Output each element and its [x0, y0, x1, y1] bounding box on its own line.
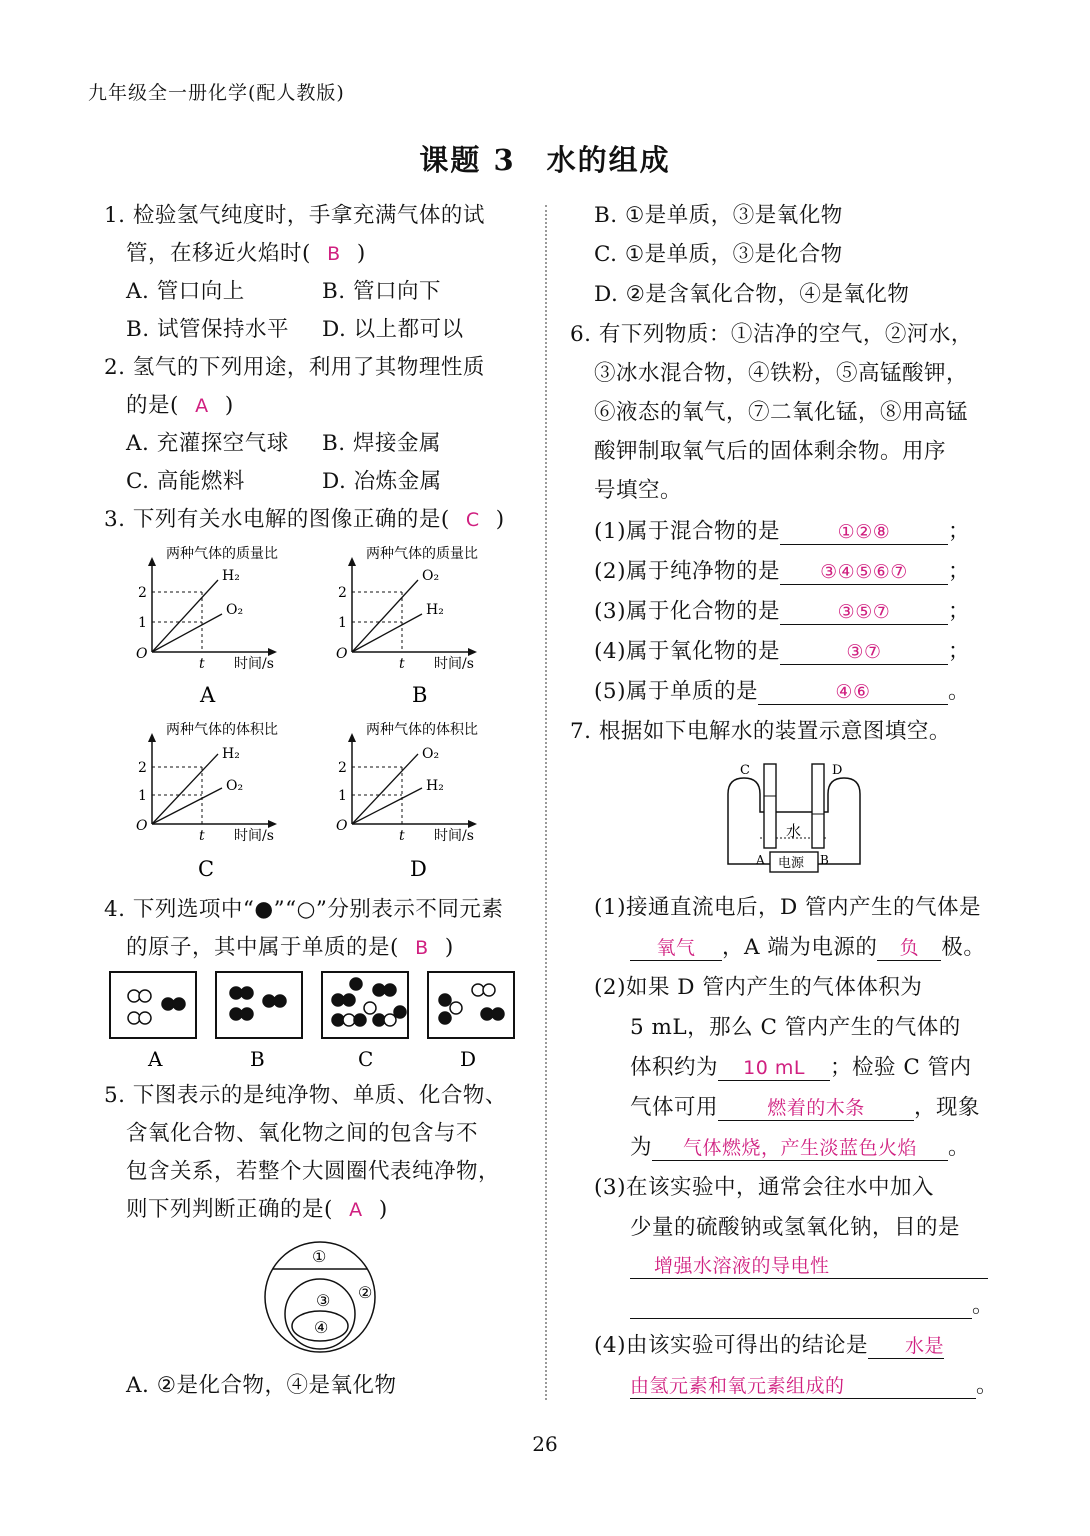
upper-line [152, 580, 218, 652]
q5-option-b: B. ①是单质，③是氧化物 [594, 203, 843, 228]
black-atom [230, 1008, 242, 1020]
q7-p2-line3: 体积约为 10 mL ；检验 C 管内 [630, 1055, 972, 1080]
origin: O [336, 818, 348, 834]
q3-chart-a [134, 540, 334, 715]
q2-option-b: B. 焊接金属 [322, 431, 441, 456]
origin: O [336, 646, 348, 662]
q5-answer: A [349, 1199, 363, 1221]
page-number: 26 [532, 1432, 558, 1456]
black-atom [439, 1012, 451, 1024]
white-atom [472, 984, 484, 996]
q5-option-a: A. ②是化合物，④是氧化物 [126, 1373, 397, 1398]
q5-option-c: C. ①是单质，③是化合物 [594, 242, 843, 267]
lower-label: O₂ [226, 778, 244, 794]
label-a: A [148, 1047, 163, 1071]
q7-answer-phenomenon: 气体燃烧，产生淡蓝色火焰 [652, 1136, 948, 1161]
lower-line [152, 614, 222, 652]
q6-sub2: (2)属于纯净物的是 ③④⑤⑥⑦ ； [594, 559, 970, 584]
container [728, 778, 860, 864]
black-atom [162, 998, 174, 1010]
t-tick: t [399, 656, 405, 672]
q4-line1: 4. 下列选项中“●”“○”分别表示不同元素 [104, 897, 504, 922]
tick-1: 1 [338, 788, 347, 804]
q1-line2: 管，在移近火焰时( B ) [126, 241, 366, 266]
upper-label: H₂ [222, 746, 240, 762]
label-b: B [250, 1047, 265, 1071]
q7-p2-line4: 气体可用 燃着的木条 ，现象 [630, 1095, 981, 1120]
upper-label: H₂ [222, 568, 240, 584]
black-atom [394, 1006, 406, 1018]
q7-p3-line2: 少量的硫酸钠或氢氧化钠，目的是 [630, 1215, 961, 1240]
q7-p3-line1: (3)在该实验中，通常会往水中加入 [594, 1175, 934, 1200]
q3-answer: C [465, 509, 480, 531]
lower-line [352, 614, 422, 652]
page-header: 九年级全一册化学(配人教版) [88, 82, 345, 104]
q6-line1: 6. 有下列物质：①洁净的空气，②河水， [570, 322, 973, 347]
chart-letter: B [412, 683, 428, 707]
black-atom [384, 984, 396, 996]
q5-line1: 5. 下图表示的是纯净物、单质、化合物、 [104, 1083, 507, 1108]
white-atom [364, 1002, 376, 1014]
label-4: ④ [314, 1318, 329, 1337]
q7-p2-line1: (2)如果 D 管内产生的气体体积为 [594, 975, 923, 1000]
electrolysis-apparatus [720, 756, 870, 876]
y-arrow [148, 733, 156, 742]
white-atom [128, 1012, 140, 1024]
q7-answer-conclusion-a: 水是 [868, 1334, 944, 1359]
black-atom [173, 998, 185, 1010]
label-b: B [820, 853, 829, 867]
white-atom [139, 990, 151, 1002]
chart-title: 两种气体的体积比 [366, 722, 478, 738]
y-arrow [148, 557, 156, 566]
q1-option-b: B. 管口向下 [322, 279, 441, 304]
upper-line [352, 754, 418, 824]
black-atom [350, 978, 362, 990]
q6-answer-1: ①②⑧ [780, 520, 948, 545]
label-power: 电源 [778, 856, 805, 871]
x-axis-label: 时间/s [234, 656, 274, 672]
q2-option-a: A. 充灌探空气球 [126, 431, 289, 456]
tick-1: 1 [338, 615, 347, 631]
label-c: C [740, 763, 750, 778]
upper-line [352, 580, 418, 652]
black-atom [332, 1014, 344, 1026]
q3-chart-b [334, 540, 534, 715]
tick-2: 2 [338, 585, 347, 601]
x-axis-label: 时间/s [434, 656, 474, 672]
q7-answer-purpose: 增强水溶液的导电性 [630, 1254, 988, 1279]
chart-title: 两种气体的体积比 [166, 722, 278, 738]
lower-label: O₂ [226, 602, 244, 618]
q6-sub1: (1)属于混合物的是 ①②⑧ ； [594, 519, 970, 544]
black-atom [373, 984, 385, 996]
q6-answer-5: ④⑥ [758, 680, 948, 705]
q4-answer: B [415, 937, 429, 959]
upper-label: O₂ [422, 568, 440, 584]
origin: O [136, 646, 148, 662]
chart-title: 两种气体的质量比 [166, 546, 278, 562]
lower-label: H₂ [426, 778, 444, 794]
tick-1: 1 [138, 788, 147, 804]
black-atom [263, 995, 275, 1007]
y-arrow [348, 733, 356, 742]
label-water: 水 [786, 822, 802, 840]
q5-line3: 包含关系，若整个大圆圈代表纯净物， [126, 1159, 501, 1184]
q5-line2: 含氧化合物、氧化物之间的包含与不 [126, 1121, 479, 1146]
lower-line [352, 788, 422, 824]
black-atom [373, 1014, 385, 1026]
q3-chart-d [334, 712, 534, 887]
x-axis-label: 时间/s [434, 828, 474, 844]
label-a: A [756, 853, 765, 867]
label-d: D [460, 1047, 477, 1071]
q6-answer-2: ③④⑤⑥⑦ [780, 560, 948, 585]
q4-line2: 的原子，其中属于单质的是( B ) [126, 935, 454, 960]
x-arrow [268, 648, 277, 656]
x-arrow [468, 648, 477, 656]
page-title: 课题 3 水的组成 [419, 143, 671, 177]
q7-answer-volume: 10 mL [718, 1056, 830, 1081]
box-b [216, 972, 302, 1038]
q7-line1: 7. 根据如下电解水的装置示意图填空。 [570, 719, 951, 744]
lower-line [152, 788, 222, 824]
q6-line2: ③冰水混合物，④铁粉，⑤高锰酸钾， [594, 361, 969, 386]
q7-answer-conclusion-b: 由氢元素和氧元素组成的 [630, 1374, 976, 1399]
q6-answer-3: ③⑤⑦ [780, 600, 948, 625]
q7-p1-line1: (1)接通直流电后，D 管内产生的气体是 [594, 895, 982, 920]
q6-sub4: (4)属于氧化物的是 ③⑦ ； [594, 639, 970, 664]
upper-line [152, 754, 218, 824]
label-3: ③ [316, 1291, 331, 1310]
q7-p1-line2: 氧气 ，A 端为电源的 负 极。 [630, 934, 985, 962]
q1-answer: B [327, 243, 341, 265]
t-tick: t [199, 828, 205, 844]
tick-1: 1 [138, 615, 147, 631]
t-tick: t [199, 656, 205, 672]
q3-chart-c [134, 712, 334, 887]
q1-option-a: A. 管口向上 [126, 279, 245, 304]
q7-p2-line2: 5 mL，那么 C 管内产生的气体的 [630, 1015, 961, 1040]
q7-empty-blank [630, 1294, 972, 1319]
q5-option-d: D. ②是含氧化合物，④是氧化物 [594, 282, 910, 307]
q7-answer-pole: 负 [877, 936, 941, 961]
q7-p4-line1: (4)由该实验可得出的结论是 水是 [594, 1333, 944, 1358]
chart-letter: C [198, 857, 215, 881]
q1-option-c: B. 试管保持水平 [126, 317, 289, 342]
q7-p2-line5: 为 气体燃烧，产生淡蓝色火焰 。 [630, 1135, 971, 1160]
chart-title: 两种气体的质量比 [366, 546, 478, 562]
q1-line1: 1. 检验氢气纯度时，手拿充满气体的试 [104, 203, 485, 228]
black-atom [492, 1008, 504, 1020]
q2-option-d: D. 冶炼金属 [322, 469, 442, 494]
x-arrow [268, 820, 277, 828]
black-atom [481, 1008, 493, 1020]
t-tick: t [399, 828, 405, 844]
black-atom [343, 994, 355, 1006]
black-atom [354, 1014, 366, 1026]
q3-line1: 3. 下列有关水电解的图像正确的是( C ) [104, 507, 505, 532]
tube-c [764, 764, 776, 848]
column-divider [545, 205, 547, 1400]
black-atom [241, 987, 253, 999]
white-atom [384, 1014, 396, 1026]
x-axis-label: 时间/s [234, 828, 274, 844]
label-1: ① [312, 1247, 327, 1266]
q5-line4: 则下列判断正确的是( A ) [126, 1197, 388, 1222]
q7-p3-blank-line: 。 [630, 1292, 994, 1320]
q2-line1: 2. 氢气的下列用途，利用了其物理性质 [104, 355, 485, 380]
tick-2: 2 [138, 760, 147, 776]
white-atom [450, 1002, 462, 1014]
q7-p3-answer-line [630, 1252, 988, 1280]
tube-d [812, 764, 824, 848]
q2-line2: 的是( A ) [126, 393, 234, 418]
q6-line5: 号填空。 [594, 478, 683, 503]
q6-sub3: (3)属于化合物的是 ③⑤⑦ ； [594, 599, 970, 624]
white-atom [139, 1012, 151, 1024]
x-arrow [468, 820, 477, 828]
white-atom [128, 990, 140, 1002]
black-atom [274, 995, 286, 1007]
black-atom [439, 994, 451, 1006]
q6-line4: 酸钾制取氧气后的固体剩余物。用序 [594, 439, 947, 464]
black-atom [230, 987, 242, 999]
tick-2: 2 [138, 585, 147, 601]
q5-venn-diagram [262, 1238, 382, 1358]
q1-option-d: D. 以上都可以 [322, 317, 464, 342]
q7-answer-test: 燃着的木条 [718, 1096, 914, 1121]
white-atom [343, 1014, 355, 1026]
black-atom [241, 1008, 253, 1020]
lower-label: H₂ [426, 602, 444, 618]
y-arrow [348, 557, 356, 566]
q6-answer-4: ③⑦ [780, 640, 948, 665]
q2-answer: A [195, 395, 209, 417]
label-d: D [832, 763, 843, 778]
upper-label: O₂ [422, 746, 440, 762]
q6-sub5: (5)属于单质的是 ④⑥ 。 [594, 679, 970, 704]
label-c: C [358, 1047, 374, 1071]
white-atom [483, 984, 495, 996]
chart-letter: A [200, 683, 216, 707]
tick-2: 2 [338, 760, 347, 776]
label-2: ② [358, 1283, 373, 1302]
q7-answer-gas-d: 氧气 [630, 936, 722, 961]
q4-particle-diagrams [108, 970, 518, 1075]
chart-letter: D [410, 857, 427, 881]
q7-p4-line2: 由氢元素和氧元素组成的 。 [630, 1373, 999, 1398]
origin: O [136, 818, 148, 834]
q2-option-c: C. 高能燃料 [126, 469, 245, 494]
middle-circle [285, 1279, 355, 1349]
q6-line3: ⑥液态的氧气，⑦二氧化锰，⑧用高锰 [594, 400, 969, 425]
black-atom [332, 994, 344, 1006]
